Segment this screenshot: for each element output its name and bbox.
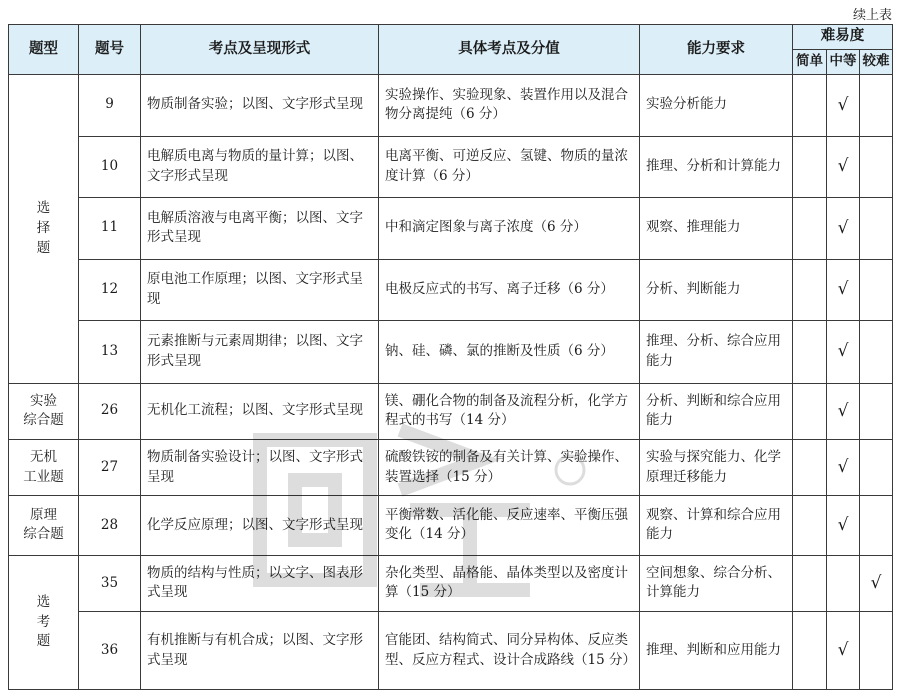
difficulty-medium-cell: √: [827, 136, 860, 198]
detail-cell: 实验操作、实验现象、装置作用以及混合物分离提纯（6 分）: [379, 75, 640, 137]
difficulty-hard-cell: [860, 259, 893, 321]
topic-cell: 物质的结构与性质；以文字、图表形式呈现: [141, 555, 379, 611]
question-number-cell: 11: [79, 198, 141, 260]
question-number-cell: 35: [79, 555, 141, 611]
table-row: [9, 612, 893, 690]
difficulty-medium-cell: √: [827, 75, 860, 137]
table-row: [9, 321, 893, 384]
question-type-cell: 无机 工业题: [9, 439, 79, 495]
question-number-cell: 13: [79, 321, 141, 384]
difficulty-hard-cell: [860, 496, 893, 555]
topic-cell: 有机推断与有机合成；以图、文字形式呈现: [141, 612, 379, 690]
difficulty-medium-cell: [827, 555, 860, 611]
detail-cell: 中和滴定图象与离子浓度（6 分）: [379, 198, 640, 260]
topic-cell: 电解质电离与物质的量计算；以图、文字形式呈现: [141, 136, 379, 198]
ability-cell: 推理、分析和计算能力: [640, 136, 793, 198]
question-number-cell: 36: [79, 612, 141, 690]
detail-cell: 电离平衡、可逆反应、氢键、物质的量浓度计算（6 分）: [379, 136, 640, 198]
question-type-cell: 选 考 题: [9, 555, 79, 689]
ability-cell: 实验分析能力: [640, 75, 793, 137]
detail-cell: 硫酸铁铵的制备及有关计算、实验操作、装置选择（15 分）: [379, 439, 640, 495]
ability-cell: 推理、分析、综合应用能力: [640, 321, 793, 384]
header-hard: 较难: [860, 50, 893, 75]
difficulty-hard-cell: [860, 198, 893, 260]
ability-cell: 观察、推理能力: [640, 198, 793, 260]
ability-cell: 空间想象、综合分析、计算能力: [640, 555, 793, 611]
topic-cell: 物质制备实验；以图、文字形式呈现: [141, 75, 379, 137]
ability-cell: 分析、判断和综合应用能力: [640, 383, 793, 439]
difficulty-hard-cell: [860, 439, 893, 495]
header-difficulty: 难易度: [793, 25, 893, 50]
header-detail: 具体考点及分值: [379, 25, 640, 75]
header-easy: 简单: [793, 50, 827, 75]
ability-cell: 推理、判断和应用能力: [640, 612, 793, 690]
difficulty-medium-cell: √: [827, 439, 860, 495]
question-type-cell: 实验 综合题: [9, 383, 79, 439]
header-medium: 中等: [827, 50, 860, 75]
table-row: [9, 75, 893, 137]
difficulty-easy-cell: [793, 496, 827, 555]
difficulty-hard-cell: [860, 383, 893, 439]
question-type-cell: 原理 综合题: [9, 496, 79, 555]
question-number-cell: 27: [79, 439, 141, 495]
detail-cell: 镁、硼化合物的制备及流程分析，化学方程式的书写（14 分）: [379, 383, 640, 439]
question-number-cell: 28: [79, 496, 141, 555]
detail-cell: 杂化类型、晶格能、晶体类型以及密度计算（15 分）: [379, 555, 640, 611]
exam-analysis-table: [8, 24, 893, 690]
difficulty-medium-cell: √: [827, 259, 860, 321]
header-ability: 能力要求: [640, 25, 793, 75]
table-row: [9, 496, 893, 555]
difficulty-medium-cell: √: [827, 198, 860, 260]
difficulty-medium-cell: √: [827, 612, 860, 690]
topic-cell: 电解质溶液与电离平衡；以图、文字形式呈现: [141, 198, 379, 260]
difficulty-easy-cell: [793, 136, 827, 198]
ability-cell: 分析、判断能力: [640, 259, 793, 321]
header-topic: 考点及呈现形式: [141, 25, 379, 75]
detail-cell: 平衡常数、活化能、反应速率、平衡压强变化（14 分）: [379, 496, 640, 555]
difficulty-easy-cell: [793, 612, 827, 690]
difficulty-medium-cell: √: [827, 321, 860, 384]
header-type: 题型: [9, 25, 79, 75]
question-number-cell: 9: [79, 75, 141, 137]
topic-cell: 元素推断与元素周期律；以图、文字形式呈现: [141, 321, 379, 384]
question-number-cell: 12: [79, 259, 141, 321]
topic-cell: 化学反应原理；以图、文字形式呈现: [141, 496, 379, 555]
difficulty-easy-cell: [793, 439, 827, 495]
difficulty-easy-cell: [793, 75, 827, 137]
question-number-cell: 26: [79, 383, 141, 439]
topic-cell: 原电池工作原理；以图、文字形式呈现: [141, 259, 379, 321]
difficulty-hard-cell: [860, 75, 893, 137]
difficulty-hard-cell: [860, 321, 893, 384]
difficulty-hard-cell: √: [860, 555, 893, 611]
difficulty-easy-cell: [793, 321, 827, 384]
table-row: [9, 383, 893, 439]
difficulty-easy-cell: [793, 198, 827, 260]
table-row: [9, 136, 893, 198]
detail-cell: 官能团、结构简式、同分异构体、反应类型、反应方程式、设计合成路线（15 分）: [379, 612, 640, 690]
difficulty-easy-cell: [793, 383, 827, 439]
table-row: [9, 439, 893, 495]
difficulty-hard-cell: [860, 136, 893, 198]
question-number-cell: 10: [79, 136, 141, 198]
table-row: [9, 198, 893, 260]
difficulty-medium-cell: √: [827, 383, 860, 439]
continued-label: 续上表: [852, 8, 892, 23]
table-row: [9, 555, 893, 611]
question-type-cell: 选 择 题: [9, 75, 79, 384]
difficulty-medium-cell: √: [827, 496, 860, 555]
topic-cell: 物质制备实验设计；以图、文字形式呈现: [141, 439, 379, 495]
difficulty-easy-cell: [793, 555, 827, 611]
ability-cell: 观察、计算和综合应用能力: [640, 496, 793, 555]
difficulty-hard-cell: [860, 612, 893, 690]
detail-cell: 钠、硅、磷、氯的推断及性质（6 分）: [379, 321, 640, 384]
table-row: [9, 259, 893, 321]
topic-cell: 无机化工流程；以图、文字形式呈现: [141, 383, 379, 439]
difficulty-easy-cell: [793, 259, 827, 321]
ability-cell: 实验与探究能力、化学原理迁移能力: [640, 439, 793, 495]
header-number: 题号: [79, 25, 141, 75]
detail-cell: 电极反应式的书写、离子迁移（6 分）: [379, 259, 640, 321]
